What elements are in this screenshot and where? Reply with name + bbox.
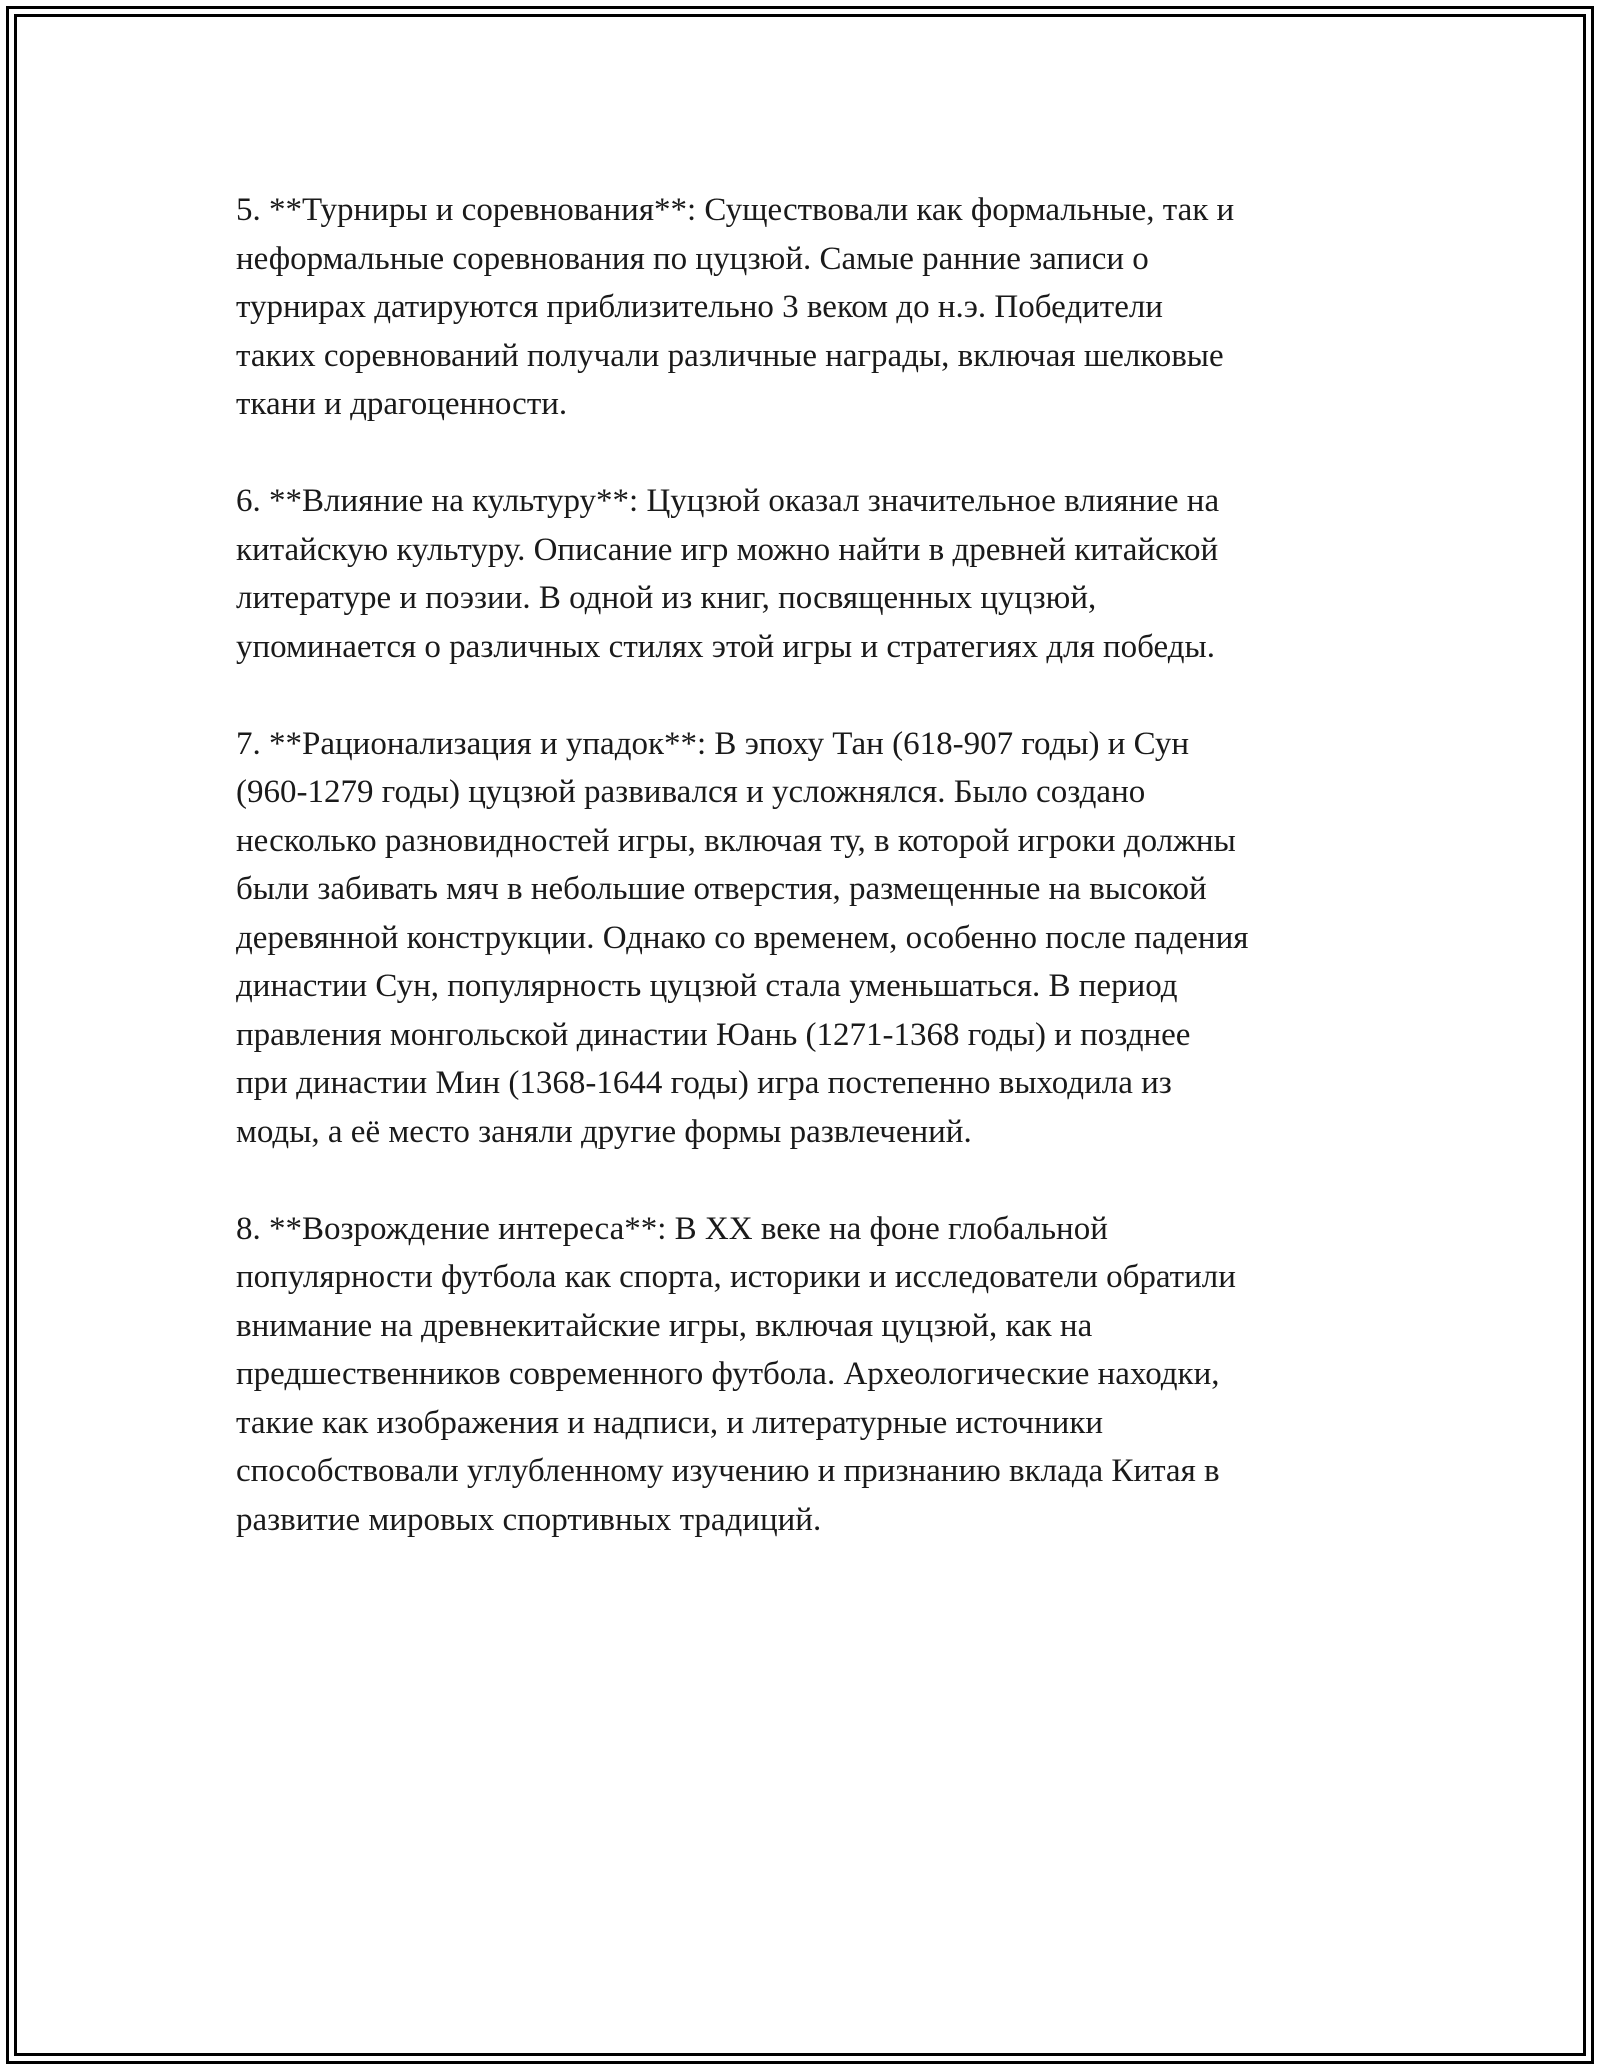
text-line: неформальные соревнования по цуцзюй. Самые ранние записи о: [236, 240, 1149, 277]
text-line: турнирах датируются приблизительно 3 веком до н.э. Победители: [236, 289, 1163, 325]
paragraph-tournaments: [236, 186, 1376, 429]
paragraph-revival: [236, 1205, 1376, 1545]
text-line: внимание на древнекитайские игры, включая цуцзюй, как на: [236, 1307, 1093, 1344]
text-line: династии Сун, популярность цуцзюй стала уменьшаться. В период: [236, 968, 1178, 1004]
text-line: таких соревнований получали различные награды, включая шелковые: [236, 337, 1224, 374]
text-line: такие как изображения и надписи, и литературные источники: [236, 1404, 1104, 1441]
text-line: (960-1279 годы) цуцзюй развивался и усложнялся. Было создано: [236, 774, 1146, 810]
text-line: 8. **Возрождение интереса**: В XX веке на фоне глобальной: [236, 1210, 1108, 1247]
paragraph-culture: [236, 477, 1376, 671]
text-line: правления монгольской династии Юань (1271-1368 годы) и позднее: [236, 1016, 1191, 1053]
text-line: упоминается о различных стилях этой игры и стратегиях для победы.: [236, 628, 1215, 665]
text-line: несколько разновидностей игры, включая ту, в которой игроки должны: [236, 822, 1236, 859]
text-line: предшественников современного футбола. Археологические находки,: [236, 1356, 1220, 1392]
text-line: литературе и поэзии. В одной из книг, посвященных цуцзюй,: [236, 580, 1097, 616]
text-line: ткани и драгоценности.: [236, 386, 568, 422]
text-line: 7. **Рационализация и упадок**: В эпоху Тан (618-907 годы) и Сун: [236, 725, 1190, 762]
text-line: китайскую культуру. Описание игр можно найти в древней китайской: [236, 531, 1219, 568]
text-line: развитие мировых спортивных традиций.: [236, 1501, 822, 1538]
text-line: 6. **Влияние на культуру**: Цуцзюй оказал значительное влияние на: [236, 483, 1220, 519]
text-line: моды, а её место заняли другие формы развлечений.: [236, 1113, 972, 1150]
text-line: 5. **Турниры и соревнования**: Существовали как формальные, так и: [236, 192, 1235, 228]
document-body: [236, 186, 1376, 1593]
text-line: деревянной конструкции. Однако со временем, особенно после падения: [236, 919, 1249, 956]
text-line: способствовали углубленному изучению и признанию вклада Китая в: [236, 1453, 1220, 1489]
text-line: при династии Мин (1368-1644 годы) игра постепенно выходила из: [236, 1065, 1172, 1101]
paragraph-decline: [236, 720, 1376, 1157]
text-line: популярности футбола как спорта, историки и исследователи обратили: [236, 1259, 1236, 1295]
text-line: были забивать мяч в небольшие отверстия, размещенные на высокой: [236, 871, 1207, 907]
